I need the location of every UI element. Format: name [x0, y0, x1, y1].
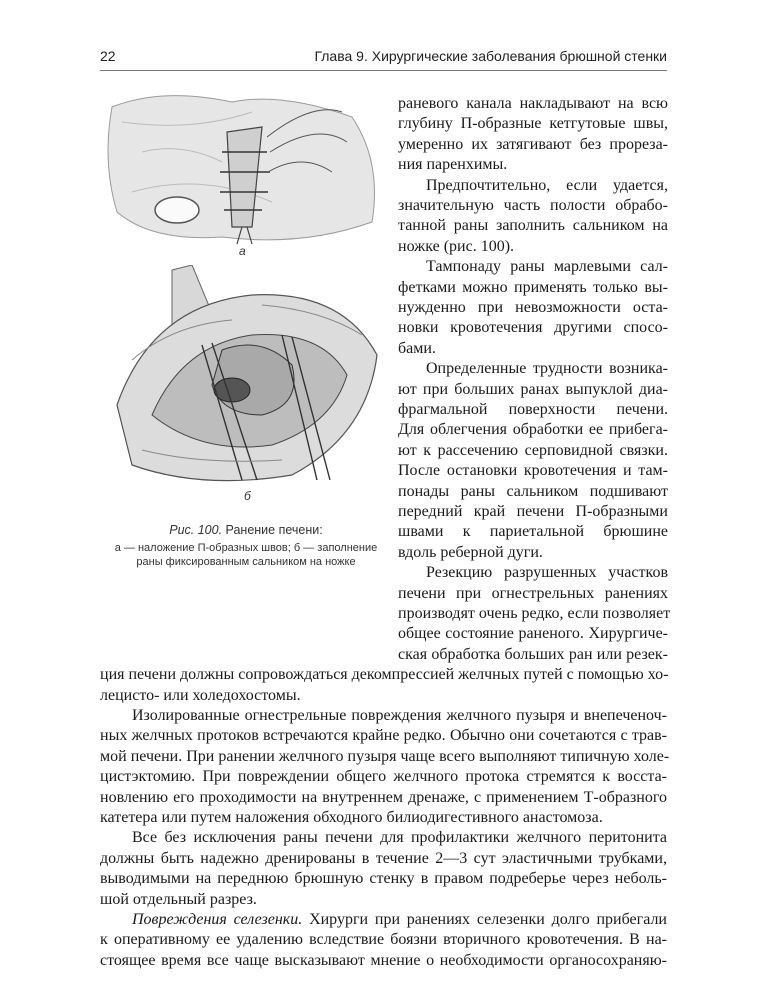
text-line: к оперативному ее удалению вследствие боязни вторичного кровотечения. В на-	[100, 931, 667, 948]
spleen-paragraph-first-line	[132, 909, 667, 930]
text-line: Все без исключения раны печени для профилактики желчного перитонита	[132, 829, 667, 846]
text-line: Для облегчения обработки ее прибега-	[398, 421, 668, 438]
text-line: Резекцию разрушенных участков	[426, 564, 668, 581]
caption-number: Рис. 100.	[169, 523, 223, 537]
text-line: новки кровотечения другими спосо-	[398, 319, 668, 336]
text-line: шой отдельный разрез.	[100, 891, 257, 908]
figure-label-b: б	[244, 489, 251, 503]
page-header	[100, 44, 667, 74]
text-line: Хирурги при ранениях селезенки долго прибегали	[309, 911, 667, 928]
text-line: швами к париетальной брюшине	[398, 523, 668, 540]
text-line: значительную часть полости обрабо-	[398, 197, 668, 214]
text-line: танной раны заполнить сальником на	[398, 217, 668, 234]
text-line: фрагмальной поверхности печени.	[398, 401, 668, 418]
text-line: ют при больших ранах выпуклой диа-	[398, 381, 668, 398]
text-line: передний край печени П-образными	[398, 503, 668, 520]
text-line: печени при огнестрельных ранениях	[398, 585, 668, 602]
text-line: бами.	[398, 340, 436, 357]
text-line: После остановки кровотечения и там-	[398, 462, 668, 479]
figure-label-a: а	[239, 244, 246, 258]
spleen-heading: Повреждения селезенки.	[132, 911, 303, 928]
text-line: стоящее время все чаще высказывают мнение о необходимости органосохраняю-	[100, 952, 667, 969]
text-line: вдоль реберной дуги.	[398, 544, 543, 561]
text-line: производят очень редко, если позволяет	[398, 605, 671, 622]
caption-title	[105, 522, 387, 538]
text-line: ных желчных протоков встречаются крайне редко. Обычно они сочетаются с трав-	[100, 727, 667, 744]
figure-caption	[105, 522, 387, 569]
text-line: ножке (рис. 100).	[398, 238, 515, 255]
text-line: новлению его проходимости на внутреннем дренаже, с применением Т-образного	[100, 789, 667, 806]
text-line: мой печени. При ранении желчного пузыря чаще всего выполняют типичную холе-	[100, 748, 670, 765]
text-line: ния паренхимы.	[398, 156, 508, 173]
figure-100a-illustration	[102, 82, 392, 252]
text-line: цистэктомию. При повреждении общего желчного протока стремятся к восста-	[100, 768, 667, 785]
caption-description	[105, 541, 387, 569]
text-line: должны быть надежно дренированы в течение 2—3 сут эластичными трубками,	[100, 850, 667, 867]
text-line: Предпочтительно, если удается,	[426, 177, 668, 194]
caption-title-text: Ранение печени:	[222, 523, 323, 537]
page-number: 22	[100, 48, 116, 64]
text-line: фетками можно применять только вы-	[398, 279, 668, 296]
text-line: ют к рассечению серповидной связки.	[398, 442, 668, 459]
text-line: Изолированные огнестрельные повреждения желчного пузыря и внепеченоч-	[132, 707, 667, 724]
caption-line: а — наложение П-образных швов; б — заполнение	[114, 542, 378, 554]
text-line: Определенные трудности возника-	[426, 360, 668, 377]
text-line: катетера или путем наложения обходного билиодигестивного анастомоза.	[100, 809, 603, 826]
text-line: Тампонаду раны марлевыми сал-	[426, 258, 668, 275]
text-line: ция печени должны сопровождаться декомпрессией желчных путей с помощью хо-	[100, 666, 669, 683]
caption-line: раны фиксированным сальником на ножке	[136, 556, 356, 568]
running-head: Глава 9. Хирургические заболевания брюшной стенки	[314, 48, 667, 64]
figure-100b-illustration	[112, 265, 382, 490]
text-line: раневого канала накладывают на всю	[398, 95, 668, 112]
text-line: выводимыми на переднюю брюшную стенку в правом подреберье через неболь-	[100, 870, 667, 887]
text-line: глубину П-образные кетгутовые швы,	[398, 115, 668, 132]
text-line: нужденно при невозможности оста-	[398, 299, 668, 316]
text-line: понады раны сальником подшивают	[398, 483, 668, 500]
text-line: лецисто- или холедохостомы.	[100, 687, 301, 704]
text-line: ская обработка больших ран или резек-	[398, 646, 668, 663]
text-line: общее состояние раненого. Хирургиче-	[398, 625, 668, 642]
text-line: умеренно их затягивают без прореза-	[398, 136, 668, 153]
header-rule	[100, 70, 667, 71]
